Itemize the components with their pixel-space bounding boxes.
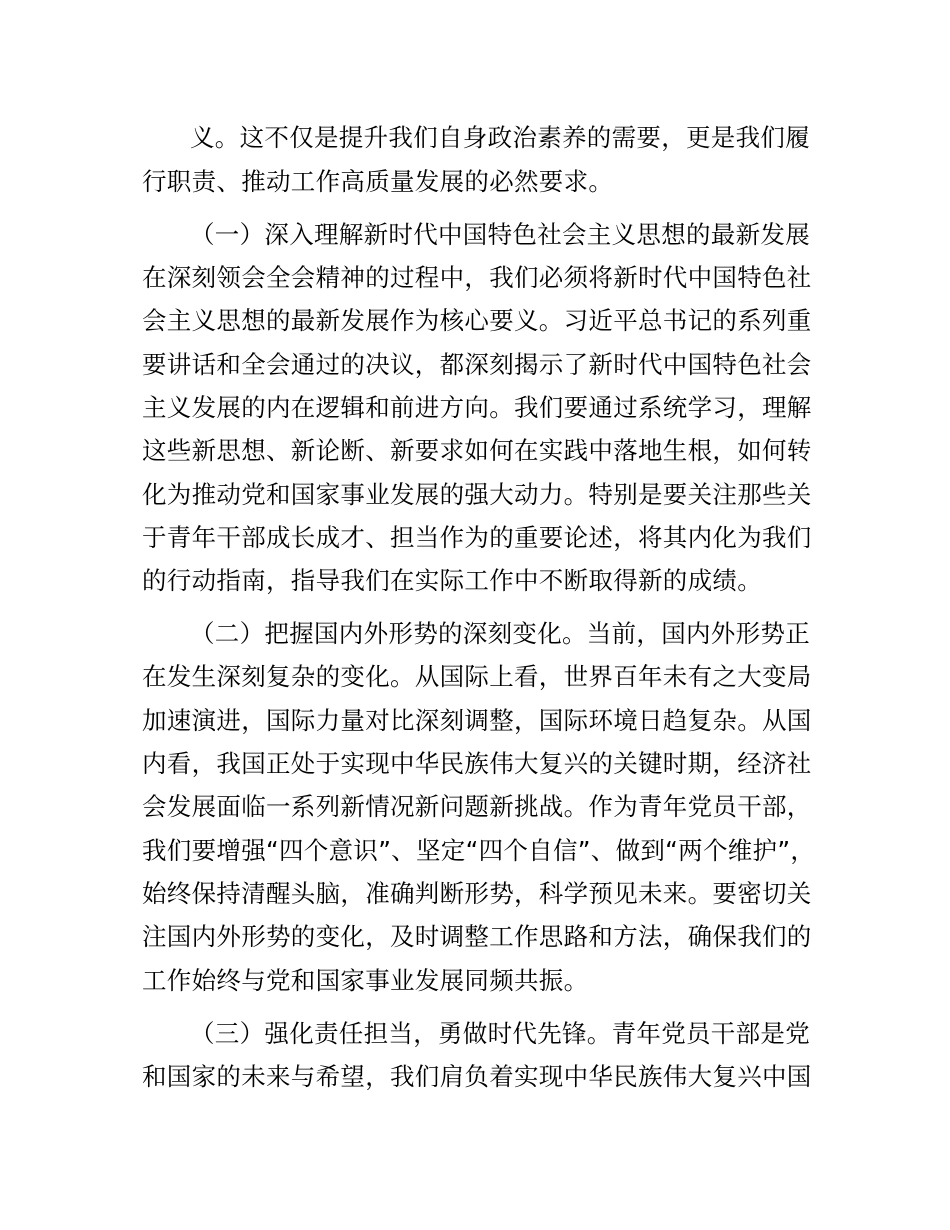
text-line: 内看，我国正处于实现中华民族伟大复兴的关键时期，经济社 [142, 749, 812, 778]
text-line: 会主义思想的最新发展作为核心要义。习近平总书记的系列重 [142, 306, 812, 335]
text-line: 于青年干部成长成才、担当作为的重要论述，将其内化为我们 [142, 523, 812, 552]
text-line: 加速演进，国际力量对比深刻调整，国际环境日趋复杂。从国 [142, 706, 812, 735]
text-line: 的行动指南，指导我们在实际工作中不断取得新的成绩。 [142, 566, 762, 595]
text-line: 注国内外形势的变化，及时调整工作思路和方法，确保我们的 [142, 922, 812, 951]
text-line: 行职责、推动工作高质量发展的必然要求。 [142, 167, 614, 196]
text-line: 这些新思想、新论断、新要求如何在实践中落地生根，如何转 [142, 436, 812, 465]
text-line: 要讲话和全会通过的决议，都深刻揭示了新时代中国特色社会 [142, 350, 812, 379]
section-heading-1: （一）深入理解新时代中国特色社会主义思想的最新发展 [190, 220, 810, 249]
text-line: 始终保持清醒头脑，准确判断形势，科学预见未来。要密切关 [142, 879, 812, 908]
text-line: 和国家的未来与希望，我们肩负着实现中华民族伟大复兴中国 [142, 1062, 812, 1091]
text-line: 主义发展的内在逻辑和前进方向。我们要通过系统学习，理解 [142, 393, 812, 422]
text-line: 我们要增强“四个意识”、坚定“四个自信”、做到“两个维护”， [142, 836, 816, 865]
text-line: 义。这不仅是提升我们自身政治素养的需要，更是我们履 [190, 123, 810, 152]
text-line: 在发生深刻复杂的变化。从国际上看，世界百年未有之大变局 [142, 662, 812, 691]
text-line: 工作始终与党和国家事业发展同频共振。 [142, 966, 589, 995]
section-heading-2: （二）把握国内外形势的深刻变化。当前，国内外形势正 [190, 619, 810, 648]
text-line: 会发展面临一系列新情况新问题新挑战。作为青年党员干部， [142, 792, 812, 821]
text-line: 在深刻领会全会精神的过程中，我们必须将新时代中国特色社 [142, 263, 812, 292]
text-line: 化为推动党和国家事业发展的强大动力。特别是要关注那些关 [142, 480, 812, 509]
section-heading-3: （三）强化责任担当，勇做时代先锋。青年党员干部是党 [190, 1019, 810, 1048]
